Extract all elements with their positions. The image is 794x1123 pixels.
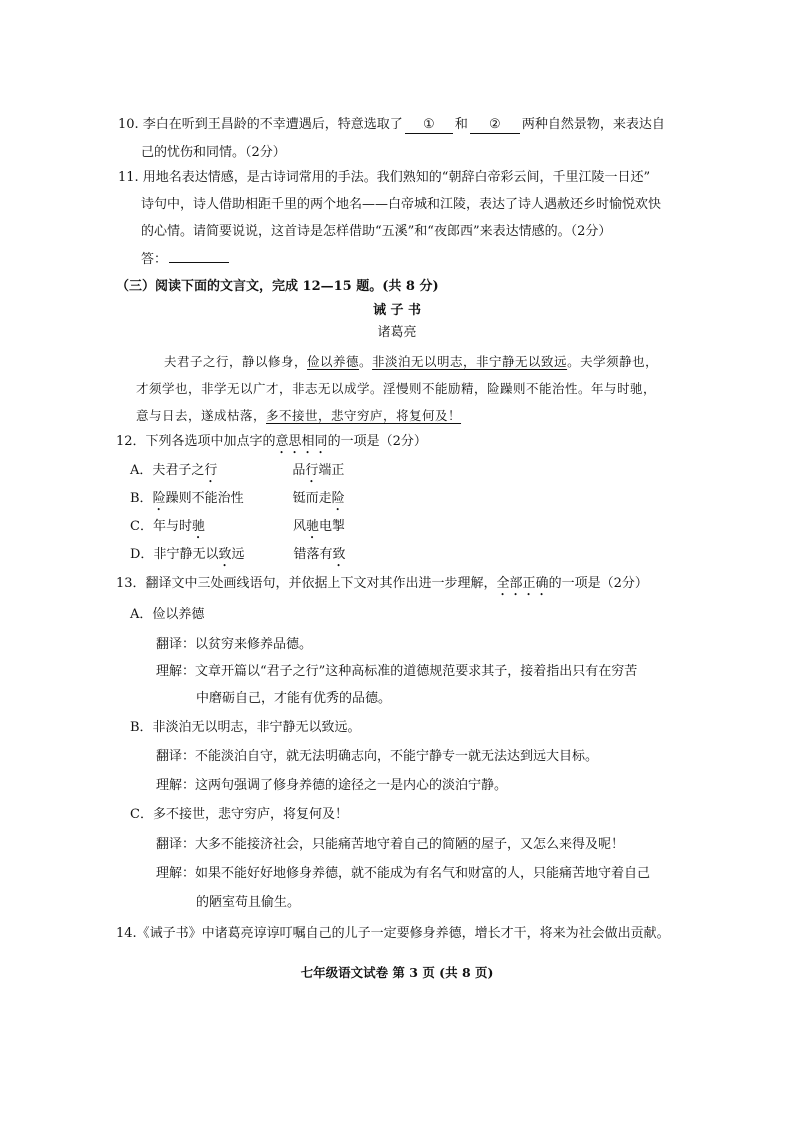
q12-stem-text: 的一项是（2分）: [327, 434, 427, 449]
q13-option-a-understanding-2: 中磨砺自己，才能有优秀的品德。: [196, 691, 392, 706]
q13-option-b-understanding-1: 理解：这两句强调了修身养德的途径之一是内心的淡泊宁静。: [156, 778, 508, 793]
q12-stem-text: 12．下列各选项中加点字的: [116, 434, 276, 449]
option-letter: D．: [130, 547, 154, 562]
passage-underline-2: 非淡泊无以明志，非宁静无以致远: [372, 354, 568, 369]
q10-blank-1: ①: [405, 117, 453, 134]
q13-option-a-understanding-1: 理解：文章开篇以“君子之行”这种高标准的道德规范要求其子，接着指出只有在穷苦: [156, 664, 638, 679]
option-letter: B．: [130, 491, 153, 506]
passage-line-3: [136, 407, 461, 425]
option-right: 错落有致: [293, 547, 346, 562]
option-left: 年与时驰: [152, 519, 205, 534]
q12-option-a[interactable]: [130, 462, 344, 486]
q12-option-d[interactable]: [130, 546, 345, 570]
q13-option-a-translation: 翻译：以贫穷来修养品德。: [156, 637, 313, 652]
section3-heading: （三）阅读下面的文言文，完成 12—15 题。(共 8 分): [116, 279, 439, 294]
passage-text: 。: [359, 354, 373, 369]
q11-answer-label: 答：: [141, 252, 168, 267]
q14-line1: 14.《诫子书》中诸葛亮谆谆叮嘱自己的儿子一定要修身养德，增长才干，将来为社会做出贡献。: [116, 926, 670, 941]
passage-title: 诫 子 书: [372, 303, 422, 318]
passage-text: 。夫学须静也，: [567, 354, 659, 369]
q13-stem-emphasis: 全部正确: [496, 576, 549, 591]
passage-text: 夫君子之行，静以修身，: [164, 354, 308, 369]
option-right: 品行端正: [292, 463, 345, 478]
q13-option-b-head[interactable]: B．非淡泊无以明志，非宁静无以致远。: [130, 720, 361, 735]
q13-stem-text: 的一项是（2分）: [548, 576, 648, 591]
q13-option-b-translation: 翻译：不能淡泊自守，就无法明确志向，不能宁静专一就无法达到远大目标。: [156, 749, 599, 764]
q13-option-c-understanding-2: 的陋室苟且偷生。: [196, 895, 301, 910]
q11-line3: 的心情。请简要说说，这首诗是怎样借助“五溪”和“夜郎西”来表达情感的。（2分）: [141, 224, 612, 239]
q13-stem-text: 13．翻译文中三处画线语句，并依据上下文对其作出进一步理解，: [116, 576, 497, 591]
q10-text-post: 两种自然景物，来表达自: [521, 117, 665, 132]
option-left: 险躁则不能治性: [152, 491, 244, 506]
q10-text-pre: 10. 李白在听到王昌龄的不幸遭遇后，特意选取了: [118, 117, 403, 132]
option-left: 夫君子之行: [152, 463, 218, 478]
passage-line-1: [164, 353, 658, 371]
q13-stem: [116, 575, 648, 599]
passage-underline-1: 俭以养德: [307, 354, 360, 369]
q12-option-c[interactable]: [130, 518, 345, 542]
option-letter: C．: [130, 519, 153, 534]
q12-option-b[interactable]: [130, 490, 345, 514]
q12-stem-emphasis: 意思相同: [275, 434, 328, 449]
q10-text-mid: 和: [454, 117, 468, 132]
q13-option-c-head[interactable]: C．多不接世，悲守穷庐，将复何及！: [130, 807, 348, 822]
option-left: 非宁静无以致远: [153, 547, 245, 562]
passage-underline-3: 多不接世，悲守穷庐，将复何及！: [266, 408, 462, 423]
q11-answer-line: [141, 251, 231, 269]
q12-stem: [116, 433, 427, 457]
option-right: 铤而走险: [292, 491, 345, 506]
option-right: 风驰电掣: [292, 519, 345, 534]
passage-author: 诸葛亮: [377, 325, 417, 340]
page-footer: 七年级语文试卷 第 3 页 (共 8 页): [300, 965, 494, 980]
passage-line-2: 才须学也，非学无以广才，非志无以成学。淫慢则不能励精，险躁则不能治性。年与时驰，: [136, 381, 657, 396]
q10-blank-2: ②: [470, 117, 520, 134]
q10-line1: [118, 116, 665, 134]
q11-answer-blank[interactable]: [169, 262, 229, 263]
q10-line2: 己的忧伤和同情。（2分）: [141, 145, 286, 160]
passage-text: 意与日去，遂成枯落，: [136, 408, 267, 423]
q13-option-a-head[interactable]: A．俭以养德: [130, 607, 205, 622]
q11-line2: 诗句中，诗人借助相距千里的两个地名——白帝城和江陵，表达了诗人遇赦还乡时愉悦欢快: [141, 197, 662, 212]
q13-option-c-translation: 翻译：大多不能接济社会，只能痛苦地守着自己的简陋的屋子，又怎么来得及呢！: [156, 837, 625, 852]
q11-line1: 11. 用地名表达情感，是古诗词常用的手法。我们熟知的“朝辞白帝彩云间，千里江陵一日还”: [118, 170, 651, 185]
option-letter: A．: [130, 463, 153, 478]
q13-option-c-understanding-1: 理解：如果不能好好地修身养德，就不能成为有名气和财富的人，只能痛苦地守着自己: [156, 866, 651, 881]
